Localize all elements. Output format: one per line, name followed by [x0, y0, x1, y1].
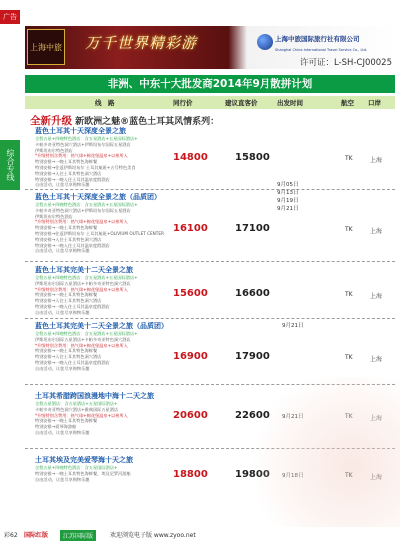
departure-dates-group1	[277, 181, 299, 213]
route-desc-line: *升级特别含费用：热气球+棉花堡温泉+以弗所入	[35, 342, 128, 348]
peer-price: 18800	[173, 469, 208, 480]
port: 上海	[370, 157, 383, 164]
departure-date-group2: 9月21日	[282, 323, 304, 329]
route-desc-line: 自由活动，让您尽享购物乐趣	[35, 309, 90, 315]
company-name-en: Shanghai China International Travel Service Co., Ltd.	[275, 48, 368, 52]
route-desc-line: 特别安排→一晚土耳其特色海鲜餐	[35, 348, 98, 354]
route-desc-line: 特别安排→入住土耳其特色洞穴酒店	[35, 170, 102, 176]
airline: TK	[345, 226, 353, 233]
route-desc-line: *升级特别含费用：热气球+棉花堡温泉+以弗所入	[35, 412, 128, 418]
footer-tag: 江苏国际版	[60, 530, 96, 541]
banner-slogan: 万千世界精彩游	[85, 34, 198, 52]
date: 9月19日	[277, 198, 299, 204]
route-desc-line: 特别安排→一晚土耳其特色海鲜餐	[35, 225, 98, 231]
route-desc-line: 特别安排→一晚土耳其特色海鲜餐，埃及尼罗河游船	[35, 470, 131, 476]
route-desc-line: 特别安排→一晚入住土耳其温泉度假酒店	[35, 303, 110, 309]
route-desc-line: 伊斯坦布尔国际五星酒店+卡帕多奇亚特色洞穴酒店	[35, 336, 131, 342]
retail-price: 17900	[235, 351, 270, 362]
flower-decoration	[240, 377, 400, 527]
route-desc-line: 特别安排→一晚入住土耳其温泉度假酒店	[35, 359, 110, 365]
retail-price: 17100	[235, 223, 270, 234]
route-desc-line: 特别安排→入住土耳其特色洞穴酒店	[35, 298, 102, 304]
retail-price: 16600	[235, 288, 270, 299]
route-name: 蓝色土耳其完美十二天全景之旅（品质团）	[35, 322, 168, 330]
route-desc-line: 全程五星+四晚特色酒店：含五星国际酒店+	[35, 465, 118, 470]
date: 9月21日	[277, 206, 299, 212]
airline: TK	[345, 291, 353, 298]
license-number: 许可证：L-SH-CJ00025	[300, 58, 392, 68]
route-desc-line: 全程五星+四晚特色酒店：含五星酒店+五星国际酒店+	[35, 136, 138, 141]
route-desc-line: 特别安排→入住土耳其特色洞穴酒店	[35, 354, 102, 360]
route-desc-line: *升级特别含费用：热气球+棉花堡温泉+以弗所入	[35, 286, 128, 292]
route-desc-line: *升级特别含费用：热气球+棉花堡温泉+以弗所入	[35, 153, 128, 159]
footer	[0, 527, 400, 543]
route-row	[25, 319, 395, 385]
route-name: 蓝色土耳其完美十二天全景之旅	[35, 266, 133, 274]
col-route: 线 路	[95, 99, 115, 107]
peer-price: 16100	[173, 223, 208, 234]
departure-date-group4: 9月18日	[282, 473, 304, 479]
route-desc-line: 自由活动，让您尽享购物乐趣	[35, 365, 90, 371]
route-desc-line: 特别安排→往返伊斯坦布尔 土耳其航班+五号特色美食	[35, 164, 136, 170]
retail-price: 19800	[235, 469, 270, 480]
route-row	[25, 190, 395, 262]
airline: TK	[345, 413, 353, 420]
route-name: 土耳其埃及完美爱琴海十天之旅	[35, 456, 133, 464]
route-desc-line: 特别安排→爱琴海游船	[35, 424, 77, 430]
peer-price: 14800	[173, 152, 208, 163]
ad-tag: 广告	[0, 10, 20, 24]
route-desc-line: 卡帕多奇亚特色洞穴酒店+雅典国际五星酒店	[35, 406, 119, 412]
retail-price: 15800	[235, 152, 270, 163]
route-desc-line: 特别安排→一晚土耳其特色海鲜餐	[35, 159, 98, 165]
route-desc-line: 卡帕多奇亚特色洞穴酒店+伊斯坦布尔国际五星酒店	[35, 141, 131, 147]
route-desc-line: 特别安排→一晚土耳其特色海鲜餐	[35, 418, 98, 424]
peer-price: 20600	[173, 410, 208, 421]
route-desc-line: 特别安排→往返伊斯坦布尔 土耳其航班+OLIVIUM OUTLET CENTER	[35, 230, 164, 236]
route-desc-line: 卡帕多奇亚特色洞穴酒店+伊斯坦布尔国际五星酒店	[35, 207, 131, 213]
column-header	[25, 96, 395, 109]
port: 上海	[370, 293, 383, 300]
route-desc-line: 自由活动，让您尽享购物乐趣	[35, 429, 90, 435]
new-label: 全新升级	[30, 115, 72, 127]
route-name: 土耳其希腊跨国浪漫地中海十二天之旅	[35, 392, 154, 400]
logo: 上海中旅	[27, 29, 65, 65]
route-desc-line: 自由活动，让您尽享购物乐趣	[35, 476, 90, 482]
section-label: 新欧洲之魅®蓝色土耳其风情系列：	[75, 117, 220, 127]
route-desc-line: 特别安排→一晚入住土耳其温泉度假酒店	[35, 242, 110, 248]
route-name: 蓝色土耳其十天深度全景之旅	[35, 127, 126, 135]
airline: TK	[345, 354, 353, 361]
route-desc-line: 特别安排→一晚土耳其特色海鲜餐	[35, 292, 98, 298]
col-peer-price: 同行价	[173, 99, 193, 107]
port: 上海	[370, 474, 383, 481]
route-row	[25, 124, 395, 190]
route-desc-line: 全程五星酒店：含五星酒店+五星国际酒店+	[35, 401, 118, 406]
departure-date-group3: 9月21日	[282, 414, 304, 420]
side-strip: 综合专线	[0, 140, 20, 190]
page-number: 彩62	[4, 532, 18, 539]
route-desc-line: 伊斯坦布尔特色酒店	[35, 213, 73, 219]
footer-site: 欢迎浏览电子版 www.zyoo.net	[110, 532, 196, 539]
airline: TK	[345, 155, 353, 162]
route-name: 蓝色土耳其十天深度全景之旅（品质团）	[35, 193, 161, 201]
port: 上海	[370, 228, 383, 235]
route-desc-line: *升级特别含费用：热气球+棉花堡温泉+以弗所入	[35, 219, 128, 225]
route-desc-line: 伊斯坦布尔特色酒店	[35, 147, 73, 153]
route-desc-line: 特别安排→一晚入住土耳其温泉度假酒店	[35, 176, 110, 182]
retail-price: 22600	[235, 410, 270, 421]
route-desc-line: 特别安排→入住土耳其特色洞穴酒店	[35, 236, 102, 242]
route-row	[25, 263, 395, 319]
company-name: 上海中旅国际旅行社有限公司	[275, 35, 360, 43]
port: 上海	[370, 356, 383, 363]
col-retail-price: 建议直客价	[225, 99, 258, 107]
date: 9月05日	[277, 182, 299, 188]
route-desc-line: 全程五星+四晚特色酒店：含五星酒店+五星国际酒店+	[35, 202, 138, 207]
footer-section: 国际红版	[24, 532, 49, 539]
route-desc-line: 全程五星+四晚特色酒店：含五星酒店+五星国际酒店+	[35, 275, 138, 280]
page-title: 非洲、中东十大批发商2014年9月散拼计划	[25, 75, 395, 93]
route-desc-line: 伊斯坦布尔国际五星酒店+卡帕多奇亚特色洞穴酒店	[35, 280, 131, 286]
globe-icon	[257, 34, 273, 50]
col-airline: 航空	[341, 99, 354, 107]
route-desc-line: 自由活动，让您尽享购物乐趣	[35, 182, 90, 188]
route-desc-line: 全程五星+四晚特色酒店：含五星酒店+五星国际酒店+	[35, 331, 138, 336]
date: 9月13日	[277, 190, 299, 196]
peer-price: 16900	[173, 351, 208, 362]
peer-price: 15600	[173, 288, 208, 299]
port: 上海	[370, 415, 383, 422]
col-port: 口岸	[368, 99, 381, 107]
airline: TK	[345, 472, 353, 479]
col-departure: 出发时间	[277, 99, 303, 107]
route-desc-line: 自由活动，让您尽享购物乐趣	[35, 248, 90, 254]
